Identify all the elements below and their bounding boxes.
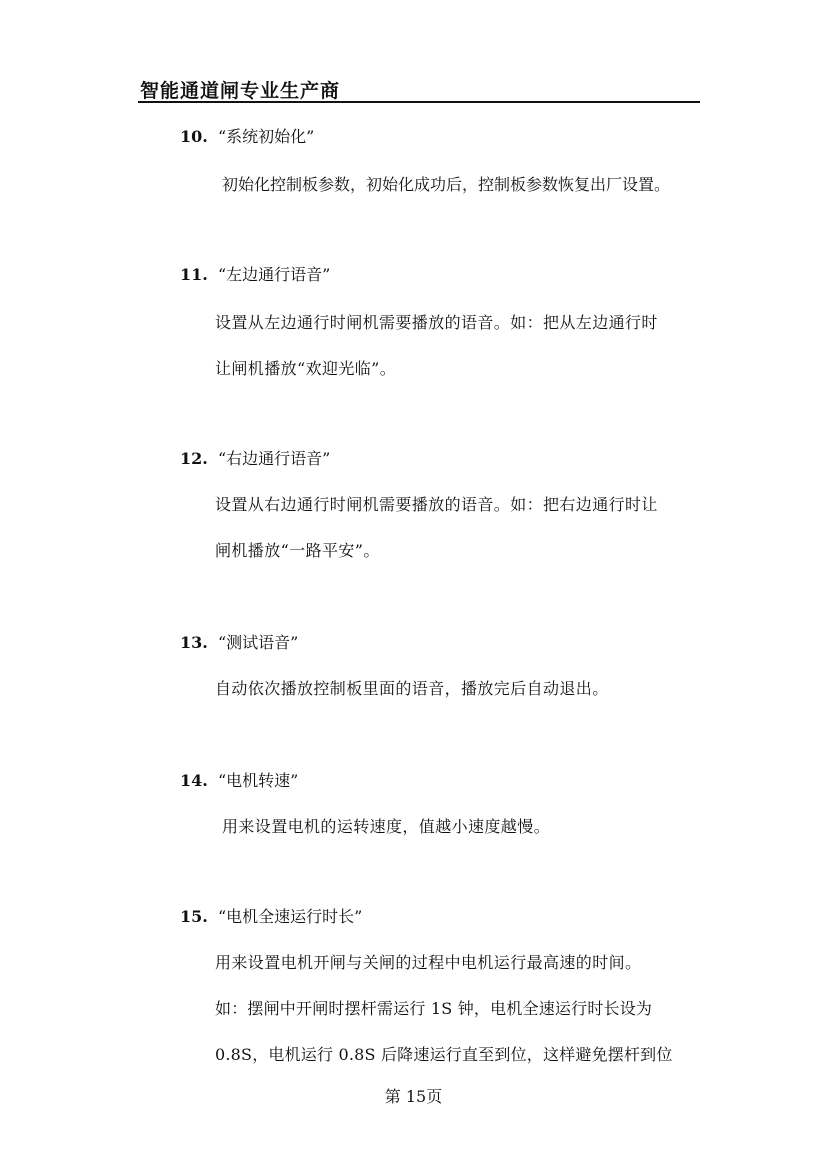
section-number: 14.	[180, 771, 208, 790]
section-12-paragraph-line: 闸机播放“一路平安”。	[215, 541, 380, 560]
section-11-heading	[180, 262, 330, 285]
section-title: “电机全速运行时长”	[218, 907, 363, 926]
section-14-paragraph-line: 用来设置电机的运转速度，值越小速度越慢。	[222, 817, 551, 836]
section-number: 13.	[180, 633, 208, 652]
section-13-paragraph-line: 自动依次播放控制板里面的语音，播放完后自动退出。	[215, 679, 609, 698]
page-number: 第 15页	[384, 1087, 443, 1106]
section-12-paragraph-line: 设置从右边通行时闸机需要播放的语音。如：把右边通行时让	[215, 495, 658, 514]
section-15-paragraph-line: 用来设置电机开闸与关闸的过程中电机运行最高速的时间。	[215, 953, 642, 972]
section-10-paragraph-line: 初始化控制板参数，初始化成功后，控制板参数恢复出厂设置。	[222, 175, 671, 194]
section-15-heading	[180, 904, 362, 927]
section-title: “系统初始化”	[218, 127, 315, 146]
section-13-heading	[180, 630, 298, 653]
section-title: “右边通行语音”	[218, 449, 331, 468]
section-title: “测试语音”	[218, 633, 299, 652]
section-15-paragraph-line: 0.8S，电机运行 0.8S 后降速运行直至到位，这样避免摆杆到位	[215, 1045, 673, 1064]
section-11-paragraph-line: 设置从左边通行时闸机需要播放的语音。如：把从左边通行时	[215, 313, 658, 332]
section-title: “电机转速”	[218, 771, 299, 790]
section-title: “左边通行语音”	[218, 265, 331, 284]
section-14-heading	[180, 768, 298, 791]
section-15-paragraph-line: 如：摆闸中开闸时摆杆需运行 1S 钟，电机全速运行时长设为	[215, 999, 653, 1018]
section-12-heading	[180, 446, 330, 469]
section-number: 10.	[180, 127, 208, 146]
section-10-heading	[180, 124, 314, 147]
page-header-title: 智能通道闸专业生产商	[140, 80, 341, 102]
section-number: 12.	[180, 449, 208, 468]
section-number: 15.	[180, 907, 208, 926]
section-11-paragraph-line: 让闸机播放“欢迎光临”。	[215, 359, 397, 378]
section-number: 11.	[180, 265, 208, 284]
